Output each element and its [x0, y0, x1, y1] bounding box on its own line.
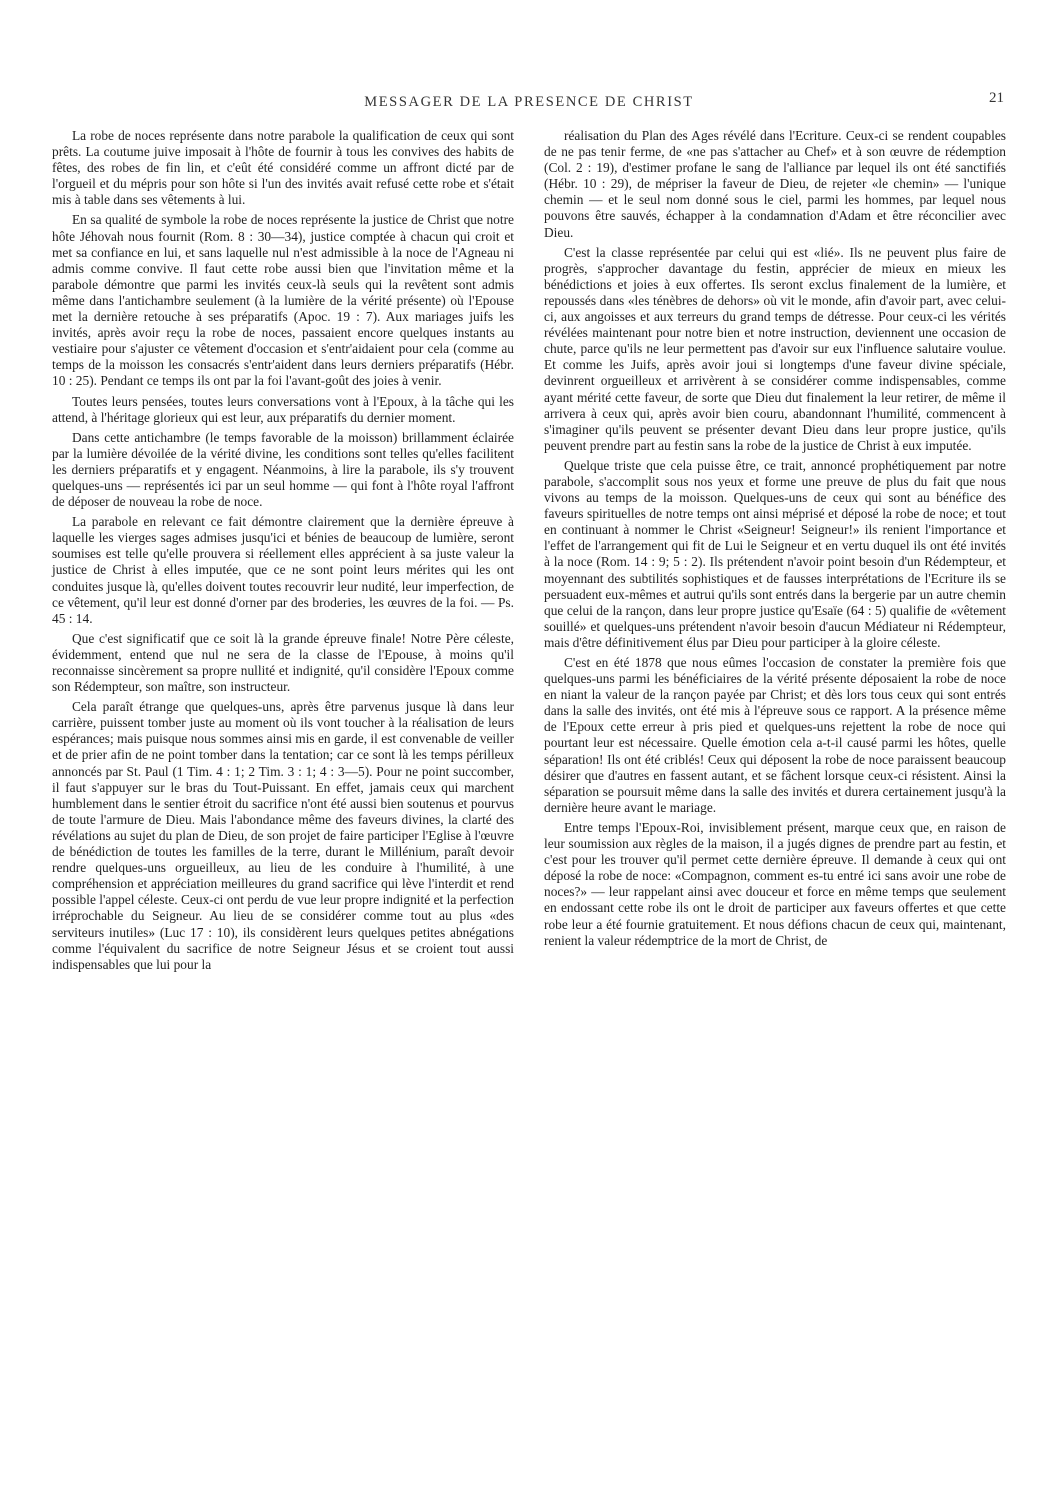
- paragraph: Dans cette antichambre (le temps favorable de la moisson) brillamment éclairée par la lumière dévoilée de la vérité divine, les conditions sont telles qu'elles facilitent les derniers préparatifs et y engagent. Néanmoins, à lire la parabole, ils s'y trouvent quelques-uns — représentés ici par un seul homme — qui font à l'hôte royal l'affront de déposer de nouveau la robe de noce.: [52, 429, 514, 510]
- underlined-paragraph: Quelque triste que cela puisse être, ce trait, annoncé prophétiquement par notre parabole, s'accomplit sous nos yeux et forme une preuve de plus du fait que nous vivons au temps de la moisson. Quelques-uns de ceux qui sont au bénéfice des faveurs spirituelles de notre temps ont ainsi méprisé et déposé la robe de noce; et tout en continuant à nommer le Christ «Seigneur! Seigneur!» ils renient l'importance et l'effet de l'arrangement qui fit de Lui le Seigneur et en vertu duquel ils ont été invités à la noce (Rom. 14 : 9; 5 : 2). Ils prétendent n'avoir point besoin d'un Rédempteur, et moyennant des subtilités sophistiques et de fausses interprétations de l'Ecriture ils se persuadent eux-mêmes et autrui qu'ils sont entrés dans la bergerie par un autre chemin que celui de la rançon, dans leur propre justice qu'Esaïe (64 : 5) qualifie de «vêtement souillé» et quelques-uns prétendent n'avoir besoin d'aucun Médiateur ni Rédempteur, mais d'être définitivement élus par Dieu pour participer à la gloire céleste.: [544, 457, 1006, 650]
- paragraph: C'est la classe représentée par celui qui est «lié». Ils ne peuvent plus faire de progrès, s'approcher davantage du festin, apprécier de mieux en mieux les bénédictions et joies à eux offertes. Ils seront exclus finalement de la lumière, et repoussés dans «les ténèbres de dehors» où vit le monde, afin d'avoir part, avec celui-ci, aux angoisses et aux terreurs du grand temps de détresse. Pour ceux-ci les vérités révélées maintenant pour notre bien et notre instruction, deviennent une occasion de chute, parce qu'ils ne leur permettent pas d'avoir sur eux l'influence salutaire voulue. Et comme les Juifs, après avoir joui si longtemps d'une faveur divine spéciale, devinrent orgueilleux et arrivèrent à se considérer comme indispensables, comme ayant mérité cette faveur, de sorte que Dieu dut finalement la leur retirer, de même il arrivera à ceux qui, après avoir bien couru, abandonnant l'humilité, commencent à s'imaginer qu'ils peuvent se présenter devant Dieu dans leur propre justice, qu'ils peuvent prendre part au festin sans la robe de la justice de Christ à eux imputée.: [544, 244, 1006, 453]
- paragraph: La robe de noces représente dans notre parabole la qualification de ceux qui sont prêts. La coutume juive imposait à l'hôte de fournir à tous les convives des habits de fêtes, des robes de fin lin, et c'eût été considéré comme un affront dicté par de l'orgueil et du mépris pour son hôte si l'un des invités avait refusé cette robe et s'était mis à table dans ses vêtements à lui.: [52, 128, 514, 208]
- paragraph: Cela paraît étrange que quelques-uns, après être parvenus jusque là dans leur carrière, puissent tomber juste au moment où ils vont toucher à la réalisation de leurs espérances; mais puisque nous sommes ainsi mis en garde, il est convenable de veiller et de prier afin de ne point tomber dans la tentation; car ce sont là les temps périlleux annoncés par St. Paul (1 Tim. 4 : 1; 2 Tim. 3 : 1; 4 : 3—5). Pour ne point succomber, il faut s'appuyer sur le bras du Tout-Puissant. En effet, jamais ceux qui marchent humblement dans le sentier étroit du sacrifice n'ont été aussi bien soutenus et pourvus de toute l'armure de Dieu. Mais l'abondance même des faveurs divines, la clarté des révélations au sujet du plan de Dieu, de son projet de faire participer l'Eglise à l'œuvre de bénédiction de toutes les familles de la terre, durant le Millénium, paraît devoir rendre quelques-uns orgueilleux, au lieu de les conduire à l'humilité, à une compréhension et appréciation meilleures du grand sacrifice qui lève l'interdit et rend possible l'appel céleste. Ceux-ci ont perdu de vue leur propre indignité et la perfection irréprochable du Seigneur. Au lieu de se considérer comme tout au plus «des serviteurs inutiles» (Luc 17 : 10), ils considèrent leurs quelques petites abnégations comme l'équivalent du sacrifice de notre Seigneur Jésus et se croient tout aussi indispensables que lui pour la: [52, 699, 514, 972]
- paragraph: La parabole en relevant ce fait démontre clairement que la dernière épreuve à laquelle les vierges sages admises jusqu'ici et bénies de beaucoup de lumière, seront soumises est telle qu'elle prouvera si réellement elles apprécient à sa juste valeur la justice de Christ à elles imputée, que ce ne sont point leurs mérites qui les ont conduites jusque là, qu'elles doivent toutes recouvrir leur nudité, leur imperfection, de ce vêtement, qu'il leur est donné d'orner par des broderies, les œuvres de la foi. — Ps. 45 : 14.: [52, 514, 514, 626]
- left-column: [52, 128, 514, 977]
- paragraph: En sa qualité de symbole la robe de noces représente la justice de Christ que notre hôte Jéhovah nous fournit (Rom. 8 : 30—34), justice comptée à chacun qui croit et met sa confiance en lui, et sans laquelle nul n'est admissible à la noce de l'Agneau ni admis comme convive. Il faut cette robe aussi bien que l'invitation même et la parabole démontre que parmi les invités ceux-là seuls qui la revêtent sont admis même dans l'antichambre seulement (à la lumière de la vérité présente) où l'Epouse met la dernière retouche à ses préparatifs (Apoc. 19 : 7). Aux mariages juifs les invités, après avoir reçu la robe de noces, passaient encore quelques instants au vestiaire pour s'ajuster ce vêtement d'occasion et s'entr'aidaient pour cela (comme au temps de la moisson les consacrés s'entr'aident dans leurs derniers préparatifs (Hébr. 10 : 25). Pendant ce temps ils ont par la foi l'avant-goût des joies à venir.: [52, 212, 514, 389]
- underlined-paragraph: C'est en été 1878 que nous eûmes l'occasion de constater la première fois que quelques-uns parmi les bénéficiaires de la vérité présente déposaient la robe de noce en niant la valeur de la rançon payée par Christ; et dès lors tous ceux qui sont entrés dans la salle des invités, ont été mis à l'épreuve sous ce rapport. A la présence même de l'Epoux cette erreur à pris pied et quelques-uns rejettent la robe de noce qui pourtant leur est nécessaire. Quelle émotion cela a-t-il causé parmi les hôtes, quelle séparation! Ils ont été criblés! Ceux qui déposent la robe de noce paraissent beaucoup désirer que d'autres en fassent autant, et se fâchent lorsque ceux-ci résistent. Ainsi la séparation se poursuit même dans la salle des invités et durera certainement jusqu'à la dernière heure avant le mariage.: [544, 655, 1006, 815]
- right-column: [544, 128, 1006, 977]
- underlined-paragraph: Entre temps l'Epoux-Roi, invisiblement présent, marque ceux que, en raison de leur soumission aux règles de la maison, il a jugés dignes de prendre part au festin, et c'est pour les trouver qu'il permet cette dernière épreuve. Il demande à ceux qui ont déposé la robe de noce: «Compagnon, comment es-tu entré ici sans avoir une robe de noces?» — leur rappelant ainsi avec douceur et force en même temps que seulement en endossant cette robe ils ont le droit de participer aux faveurs offertes et que cette robe leur a été fournie gratuitement. Et nous défions chacun de ceux qui, maintenant, renient la valeur rédemptrice de la mort de Christ, de: [544, 819, 1006, 948]
- paragraph: Que c'est significatif que ce soit là la grande épreuve finale! Notre Père céleste, évidemment, entend que nul ne sera de la classe de l'Epouse, à moins qu'il reconnaisse sincèrement sa propre nullité et indignité, qu'il considère l'Epoux comme son Rédempteur, son maître, son instructeur.: [52, 630, 514, 695]
- running-title: MESSAGER DE LA PRESENCE DE CHRIST: [364, 94, 694, 110]
- page-header: [52, 88, 1006, 122]
- paragraph: réalisation du Plan des Ages révélé dans l'Ecriture. Ceux-ci se rendent coupables de ne pas tenir ferme, de «ne pas s'attacher au Chef» et à son œuvre de rédemption (Col. 2 : 19), d'estimer profane le sang de l'alliance par lequel ils ont été sanctifiés (Hébr. 10 : 29), de mépriser la faveur de Dieu, de rejeter «le chemin» — l'unique chemin — et le seul nom donné sous le ciel, parmi les hommes, par lequel nous pouvons être sauvés, échapper à la condamnation d'Adam et être réconcilier avec Dieu.: [544, 128, 1006, 240]
- paragraph: Toutes leurs pensées, toutes leurs conversations vont à l'Epoux, à la tâche qui les attend, à l'héritage glorieux qui est leur, aux préparatifs du dernier moment.: [52, 393, 514, 425]
- text-columns: [52, 128, 1006, 977]
- page-number: 21: [989, 90, 1004, 106]
